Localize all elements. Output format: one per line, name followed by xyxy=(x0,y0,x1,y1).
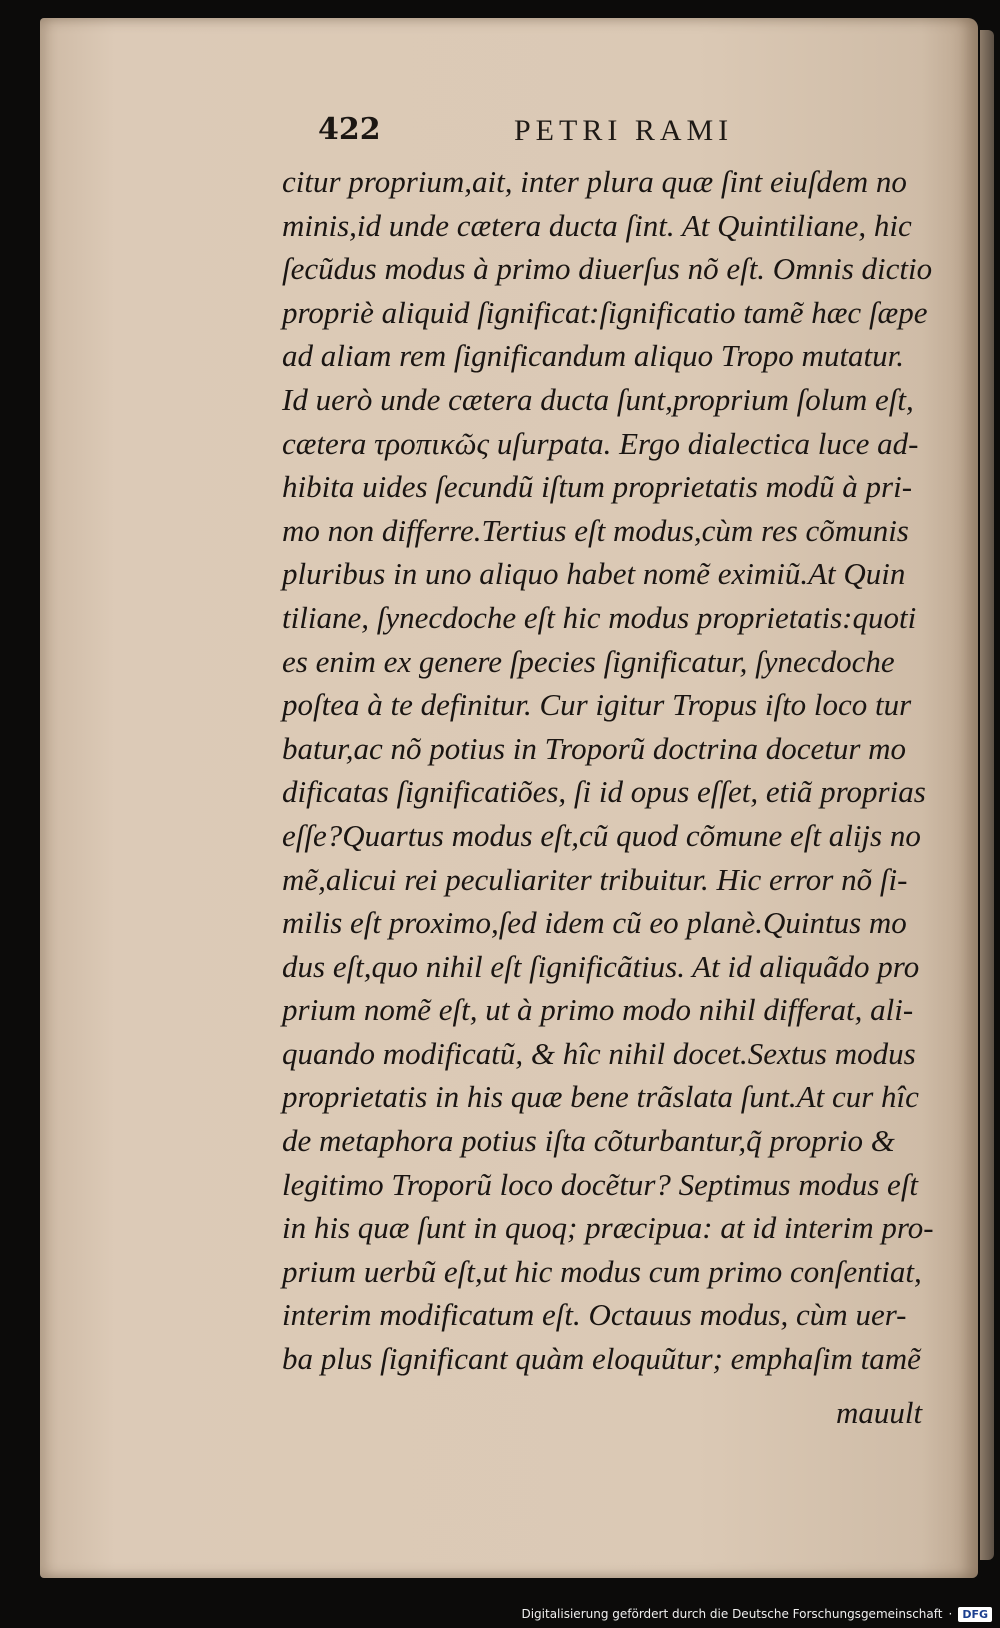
text-line: prium nomẽ eſt, ut à primo modo nihil differat, ali- xyxy=(282,992,914,1028)
text-line: dus eſt,quo nihil eſt ſignificãtius. At id aliquãdo pro xyxy=(282,948,920,984)
text-line: cætera τροπικῶς uſurpata. Ergo dialectica luce ad- xyxy=(282,425,919,461)
text-line: ba plus ſignificant quàm eloquũtur; emphaſim tamẽ xyxy=(282,1341,921,1377)
text-line: mẽ,alicui rei peculiariter tribuitur. Hic error nõ ſi- xyxy=(282,861,908,897)
page-header xyxy=(318,112,918,152)
text-line: es enim ex genere ſpecies ſignificatur, ſynecdoche xyxy=(282,643,895,679)
running-head: PETRI RAMI xyxy=(514,114,734,147)
text-line: ad aliam rem ſignificandum aliquo Tropo mutatur. xyxy=(282,338,905,374)
text-line: eſſe?Quartus modus eſt,cũ quod cõmune eſt alijs no xyxy=(282,817,921,853)
text-line: mo non differre.Tertius eſt modus,cùm res cõmunis xyxy=(282,512,909,548)
text-line: milis eſt proximo,ſed idem cũ eo planè.Quintus mo xyxy=(282,905,907,941)
body-text xyxy=(282,160,962,1381)
text-line: prium uerbũ eſt,ut hic modus cum primo conſentiat, xyxy=(282,1253,922,1289)
funding-credit: Digitalisierung gefördert durch die Deutsche Forschungsgemeinschaft xyxy=(521,1607,943,1621)
dfg-logo-icon: DFG xyxy=(958,1607,992,1622)
text-line: quando modificatũ, & hîc nihil docet.Sextus modus xyxy=(282,1035,916,1071)
text-line: de metaphora potius iſta cõturbantur,q̃ proprio & xyxy=(282,1123,895,1159)
text-line: propriè aliquid ſignificat:ſignificatio tamẽ hæc ſæpe xyxy=(282,294,928,330)
text-line: poſtea à te definitur. Cur igitur Tropus iſto loco tur xyxy=(282,687,912,723)
text-line: ſecũdus modus à primo diuerſus nõ eſt. Omnis dictio xyxy=(282,251,933,287)
page-edge xyxy=(980,30,994,1560)
text-line: minis,id unde cætera ducta ſint. At Quintiliane, hic xyxy=(282,207,912,243)
folio-number: 422 xyxy=(318,112,381,147)
text-line: interim modificatum eſt. Octauus modus, cùm uer- xyxy=(282,1297,907,1333)
text-line: hibita uides ſecundũ iſtum proprietatis modũ à pri- xyxy=(282,469,913,505)
text-line: batur,ac nõ potius in Troporũ doctrina docetur mo xyxy=(282,730,907,766)
text-line: in his quæ ſunt in quoq; præcipua: at id interim pro- xyxy=(282,1210,934,1246)
catchword: mauult xyxy=(836,1395,923,1430)
digitization-footer: Digitalisierung gefördert durch die Deutsche Forschungsgemeinschaft · DFG xyxy=(521,1604,992,1624)
text-line: dificatas ſignificatiões, ſi id opus eſſet, etiã proprias xyxy=(282,774,926,810)
text-line: tiliane, ſynecdoche eſt hic modus proprietatis:quoti xyxy=(282,599,917,635)
text-line: pluribus in uno aliquo habet nomẽ eximiũ.At Quin xyxy=(282,556,906,592)
text-line: citur proprium,ait, inter plura quæ ſint eiuſdem no xyxy=(282,164,907,199)
text-line: legitimo Troporũ loco docẽtur? Septimus modus eſt xyxy=(282,1166,919,1202)
text-line: Id uerò unde cætera ducta ſunt,proprium ſolum eſt, xyxy=(282,381,914,417)
text-line: proprietatis in his quæ bene trãslata ſunt.At cur hîc xyxy=(282,1079,919,1115)
